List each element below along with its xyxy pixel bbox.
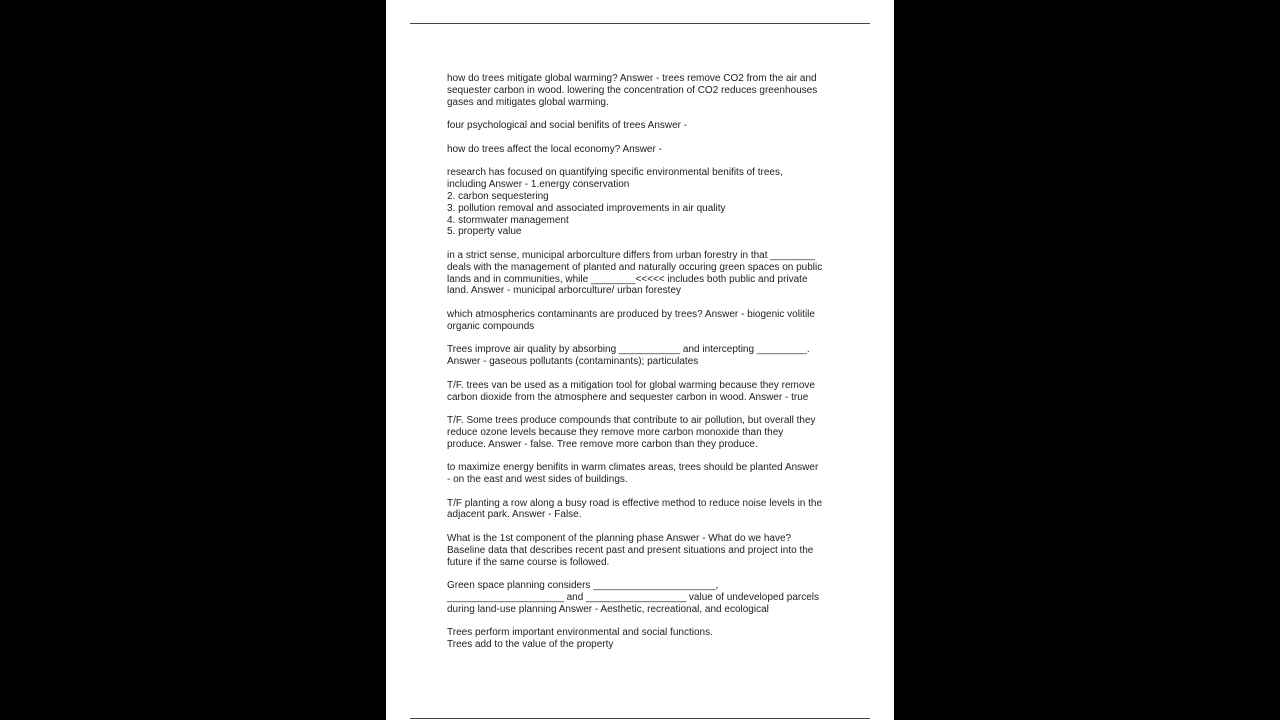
qa-entry: T/F. trees van be used as a mitigation tool for global warming because they remove carbon dioxide from the atmosphere and sequester carbon in wood. Answer - true (447, 379, 815, 403)
qa-entry: Trees improve air quality by absorbing ___________ and intercepting _________. Answer - gaseous pollutants (contaminants); particulates (447, 344, 810, 368)
qa-entry: which atmospherics contaminants are produced by trees? Answer - biogenic volitile organic compounds (447, 308, 815, 332)
qa-entry: to maximize energy benifits in warm climates areas, trees should be planted Answer - on the east and west sides of buildings. (447, 462, 819, 486)
header-rule (410, 23, 870, 24)
qa-entry: how do trees mitigate global warming? Answer - trees remove CO2 from the air and sequester carbon in wood. lowering the concentration of CO2 reduces greenhouses gases and mitigates global warming. (447, 73, 818, 108)
footer-rule (410, 718, 870, 719)
qa-entry: Trees perform important environmental and social functions. Trees add to the value of the property (447, 627, 713, 651)
qa-entry: how do trees affect the local economy? Answer - (447, 143, 662, 155)
document-page (386, 0, 894, 720)
page-content (447, 73, 837, 663)
qa-entry: four psychological and social benifits of trees Answer - (447, 120, 688, 132)
qa-entry: T/F planting a row along a busy road is effective method to reduce noise levels in the adjacent park. Answer - False. (447, 497, 823, 521)
qa-entry: in a strict sense, municipal arborculture differs from urban forestry in that ________ deals with the management of planted and naturally occuring green spaces on public lands and in communities, while ________<<<<< includes both public and private land. Answer - municipal arborculture/ urban forestey (447, 249, 823, 297)
qa-entry: What is the 1st component of the planning phase Answer - What do we have? Baseline data that describes recent past and present situations and project into the future if the same course is followed. (447, 533, 814, 568)
qa-entry: T/F. Some trees produce compounds that contribute to air pollution, but overall they reduce ozone levels because they remove more carbon monoxide than they produce. Answer - false. Tree remove more carbon than they produce. (447, 415, 816, 450)
qa-entry: Green space planning considers ______________________, _____________________ and __________________ value of undeveloped parcels during land-use planning Answer - Aesthetic, recreational, and ecological (447, 580, 820, 615)
qa-entry: research has focused on quantifying specific environmental benifits of trees, including Answer - 1.energy conservation 2. carbon sequestering 3. pollution removal and associated improvements in air quality 4. stormwater management 5. property value (447, 167, 783, 238)
